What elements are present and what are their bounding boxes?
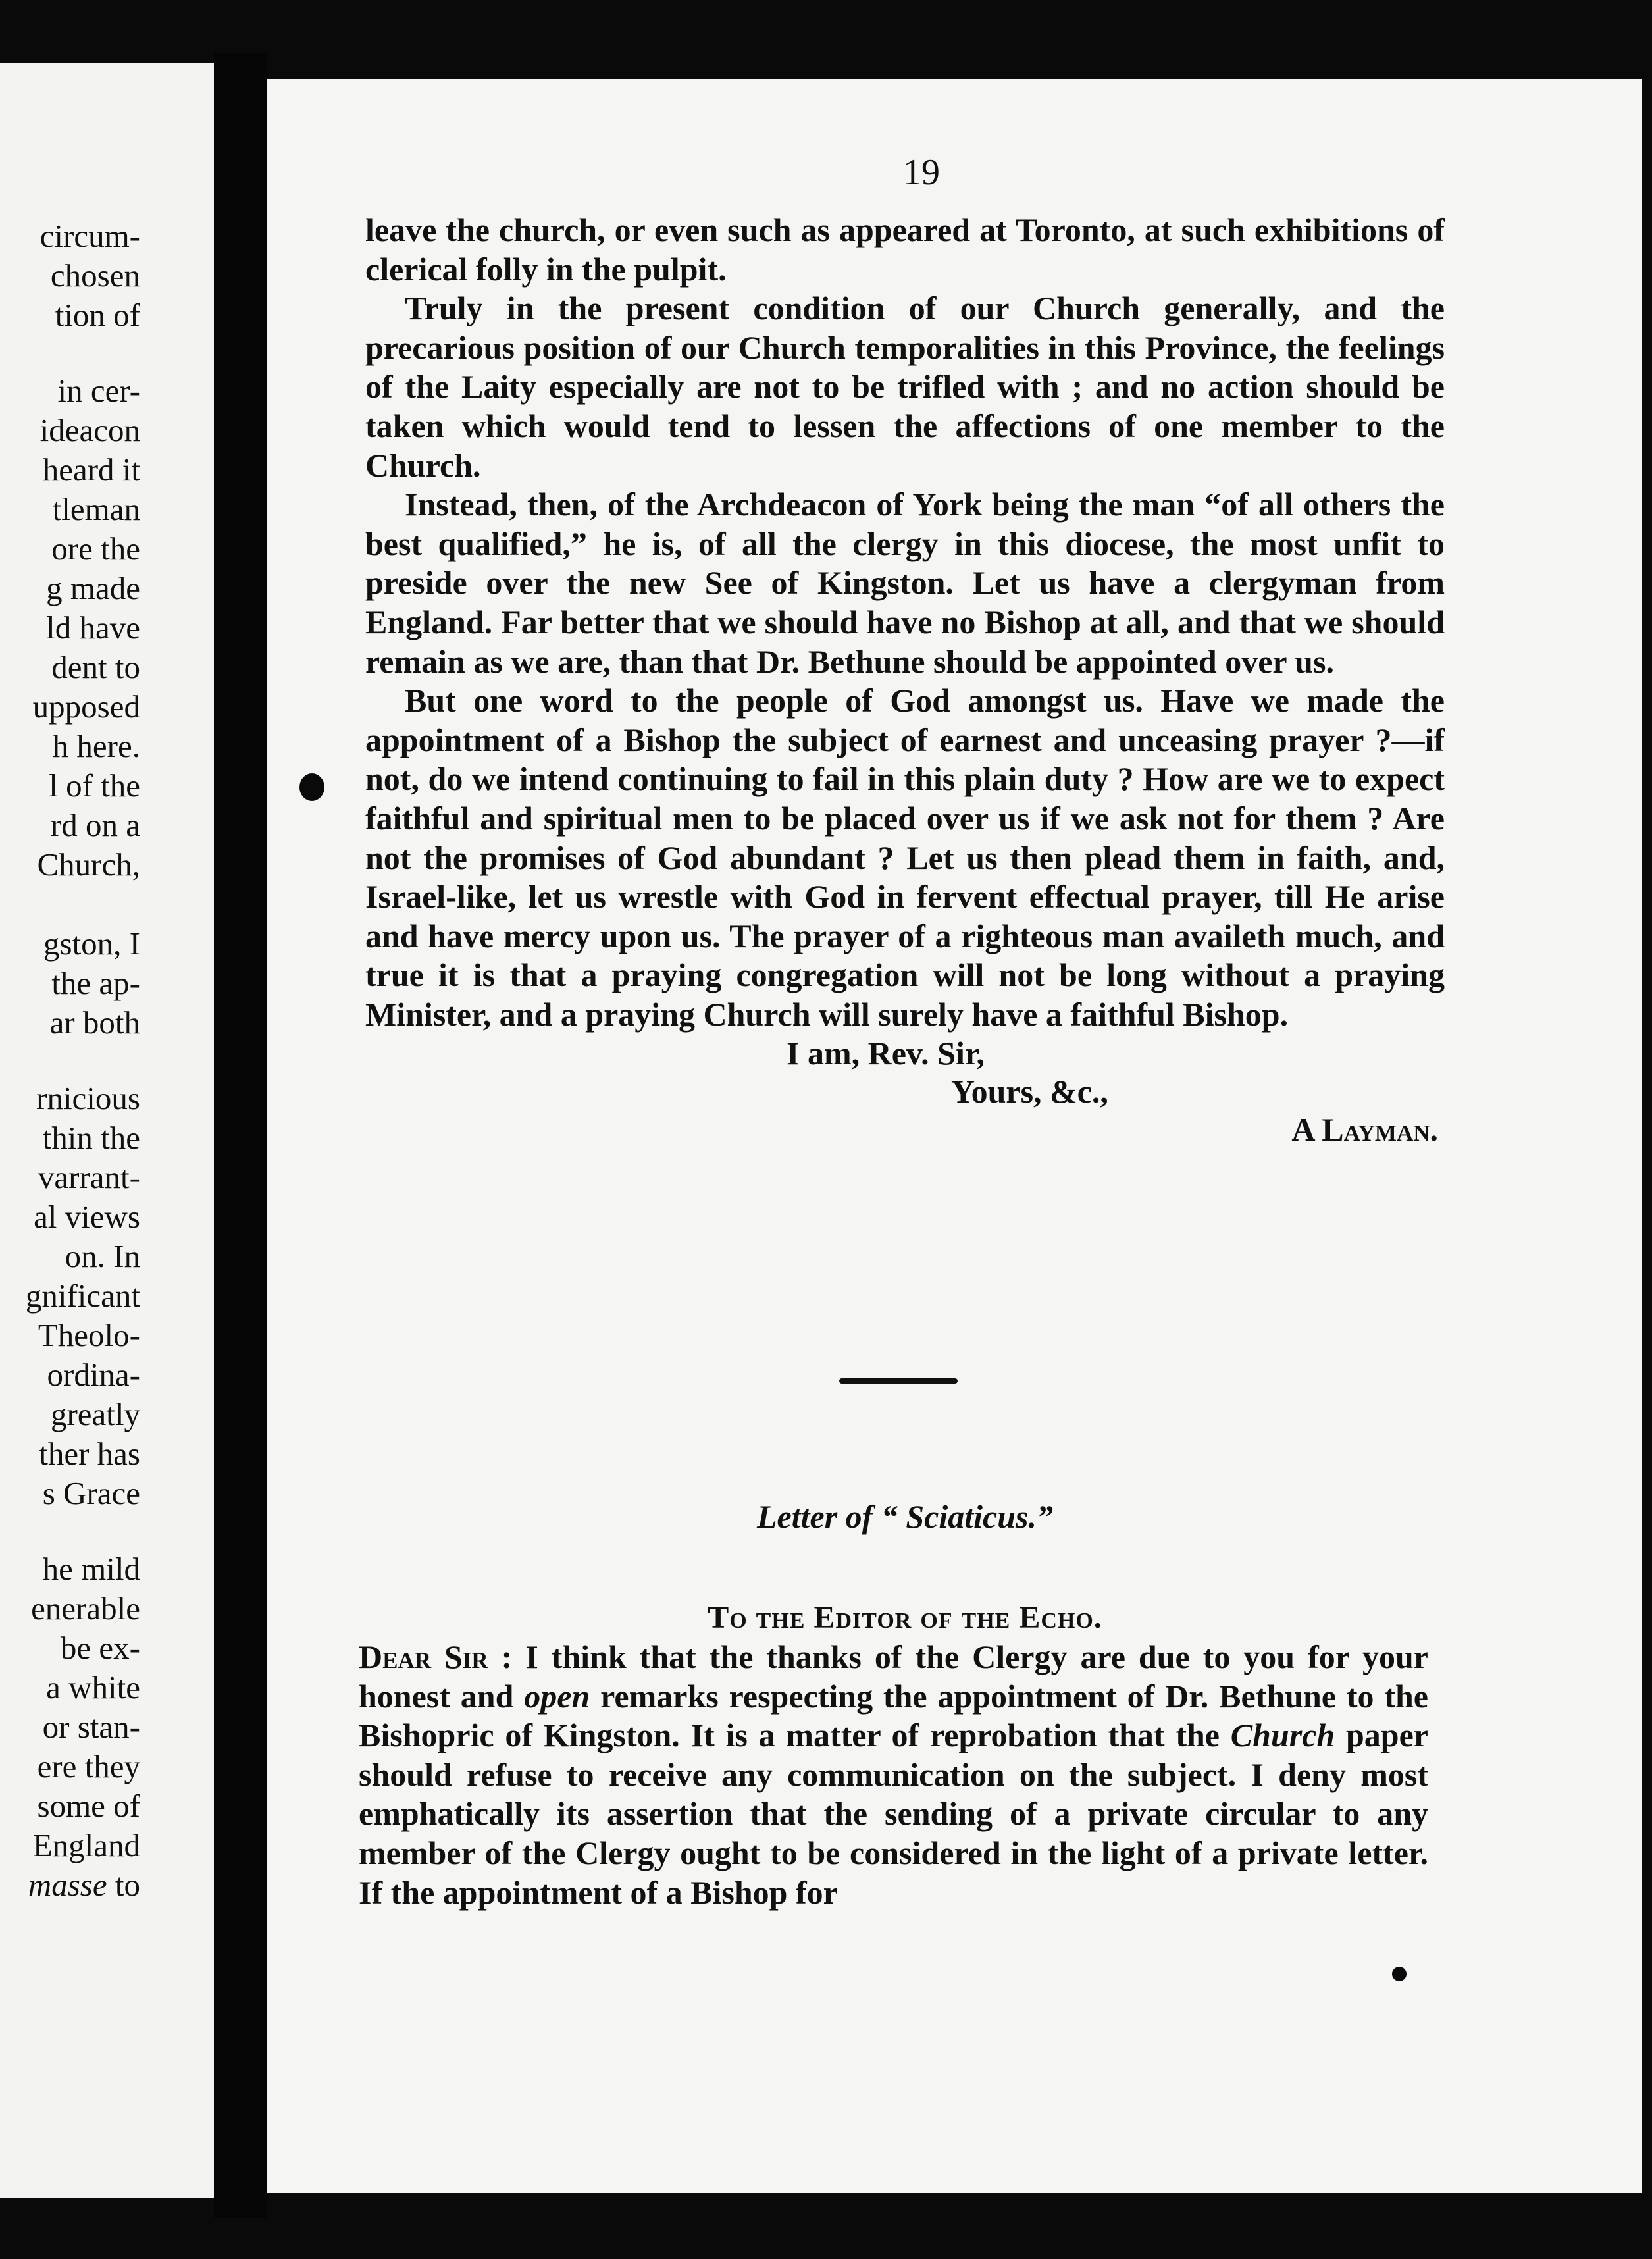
letter-heading: Letter of “ Sciaticus.” [757,1498,1053,1535]
facing-page-line: gston, I [43,925,140,962]
facing-page-line: varrant- [38,1159,140,1195]
facing-page-line: g made [46,570,140,606]
facing-page-line: be ex- [60,1630,140,1666]
facing-page-line: circum- [39,218,140,254]
facing-page-line: upposed [32,688,140,725]
facing-page-line: ther has [39,1436,140,1472]
letter-text-part-3: paper should refuse to receive any communication on the subject. I deny most emphatically its assertion that the sending of a private circular to any member of the Clergy ought to be considered in the light of a private letter. If the appointment of a Bishop for [359,1717,1428,1911]
signoff-closing: Yours, &c., [951,1073,1108,1110]
facing-page-line: on. In [65,1238,140,1274]
facing-page-line: masse to [28,1867,140,1903]
facing-page-line: rd on a [50,807,140,843]
facing-page-line: ar both [49,1004,140,1041]
letter-text-part-2: remarks respecting the appointment of Dr. Bethune to the Bishopric of Kingston. It is a matter of reprobation that the [359,1677,1428,1754]
facing-page-line: in cer- [57,373,140,409]
letter-emphasis-church: Church [1230,1717,1335,1754]
facing-page-line: ore the [51,531,140,567]
paragraph-2: Truly in the present condition of our Church generally, and the precarious position of our Church temporalities in this Province, the feelings of the Laity especially are not to be trifled with ; and no action should be taken which would tend to lessen the affections of one member to the Church. [365,290,1445,484]
facing-page-line: he mild [42,1551,140,1587]
signoff [365,1034,1445,1149]
book-gutter [214,53,267,2218]
facing-page-line: a white [46,1669,140,1705]
letter-body-continued [365,211,1445,1149]
facing-page-line: gnificant [25,1278,140,1314]
facing-page-line: thin the [42,1120,140,1156]
facing-page-line: tion of [55,297,140,333]
ink-blot-mark [299,773,324,801]
letter-text-part-1: I think that the thanks of the Clergy are due to you for your honest and [359,1638,1429,1715]
facing-page-line: heard it [42,452,140,488]
signoff-greeting: I am, Rev. Sir, [787,1035,985,1072]
facing-page-line: ideacon [39,412,140,448]
section-divider [839,1378,958,1384]
facing-page-line: tleman [52,491,140,527]
salutation: Dear Sir : [359,1638,513,1675]
letter-emphasis-open: open [524,1677,590,1715]
facing-page-line: Theolo- [38,1317,140,1353]
facing-page-line: ere they [37,1748,140,1784]
facing-page-line: s Grace [42,1475,140,1511]
facing-page-line: or stan- [42,1709,140,1745]
facing-page-line: enerable [31,1590,140,1626]
ink-speck-mark [1392,1967,1407,1981]
book-page [267,79,1642,2193]
facing-page-line: the ap- [51,965,140,1001]
paragraph-4: But one word to the people of God amongst us. Have we made the appointment of a Bishop the subject of earnest and unceasing prayer ?—if not, do we intend continuing to fail in this plain duty ? How are we to expect faithful and spiritual men to be placed over us if we ask not for them ? Are not the promises of God abundant ? Let us then plead them in faith, and, Israel-like, let us wrestle with God in fervent effectual prayer, till He arise and have mercy upon us. The prayer of a righteous man availeth much, and true it is that a praying congregation will not be long without a praying Minister, and a praying Church will surely have a faithful Bishop. [365,682,1445,1033]
facing-page-line: Church, [37,846,140,883]
facing-page-line: l of the [49,767,140,804]
facing-page-line: al views [34,1199,140,1235]
facing-page-line: ordina- [47,1357,140,1393]
facing-page-line: greatly [50,1396,140,1432]
paragraph-1: leave the church, or even such as appeared at Toronto, at such exhibitions of clerical folly in the pulpit. [365,211,1445,288]
facing-page-line: dent to [51,649,140,685]
paragraph-3: Instead, then, of the Archdeacon of York being the man “of all others the best qualified,” he is, of all the clergy in this diocese, the most unfit to preside over the new See of Kingston. Let us have a clergyman from England. Far better that we should have no Bishop at all, and that we should remain as we are, than that Dr. Bethune should be appointed over us. [365,486,1445,680]
facing-page-line: England [32,1827,140,1863]
letter-address-line: To the Editor of the Echo. [708,1600,1102,1635]
facing-page-line: rnicious [36,1080,140,1116]
facing-page-line: h here. [52,728,140,764]
signature: A Layman. [1291,1111,1438,1149]
page-number: 19 [903,152,940,193]
facing-page-line: chosen [50,257,140,294]
sciaticus-letter-text [359,1638,1428,1912]
facing-page-line: some of [37,1788,140,1824]
facing-page-line: ld have [46,610,140,646]
facing-page-fragment [0,63,214,2198]
